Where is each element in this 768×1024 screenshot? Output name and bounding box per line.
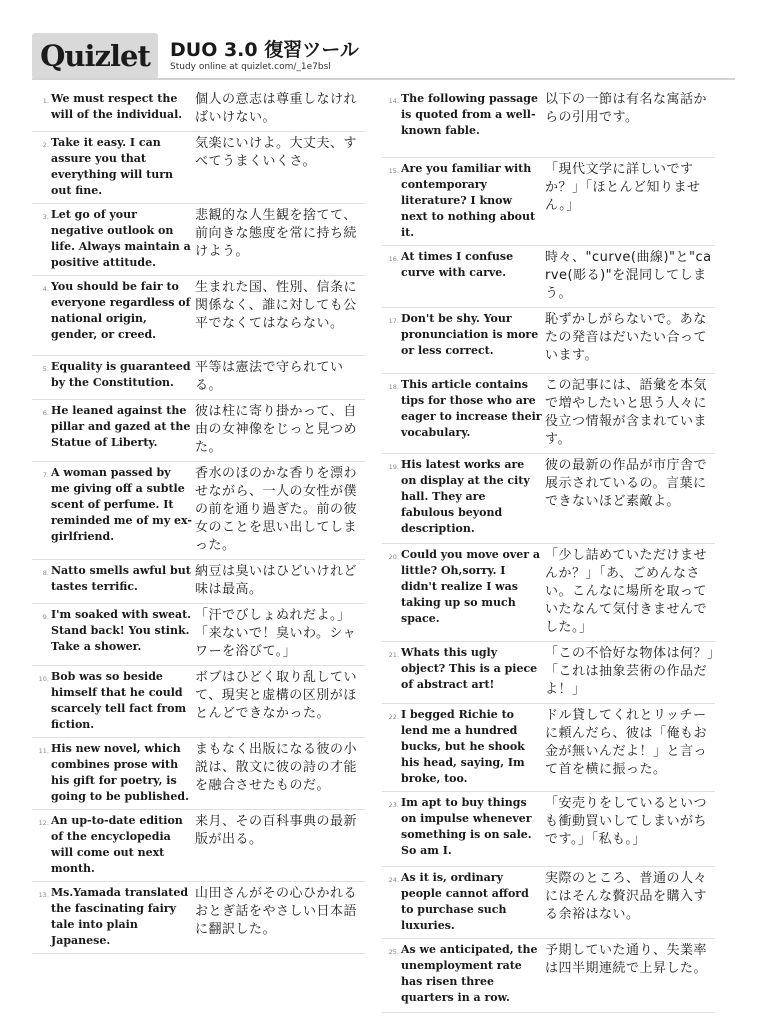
card-term-english: Equality is guaranteed by the Constitution. [51,360,191,389]
flashcard-row [32,276,365,356]
card-number: 12. [38,819,49,827]
card-definition-japanese: 予期していた通り、失業率は四半期連続で上昇した。 [545,943,708,976]
card-number: 2. [42,141,49,149]
card-definition-japanese: 気楽にいけよ。大丈夫、すべてうまくいくさ。 [195,136,358,169]
card-definition-japanese: 納豆は臭いはひどいけれど味は最高。 [195,564,358,597]
flashcard-row [382,374,715,454]
card-term-english: Take it easy. I can assure you that everything will turn out fine. [51,136,174,197]
card-definition-japanese: 以下の一節は有名な寓話からの引用です。 [545,92,708,125]
card-term-english: A woman passed by me giving off a subtle scent of perfume. It reminded me of my ex-girlfriend. [51,466,192,543]
flashcard-row [32,204,365,276]
card-term-english: His new novel, which combines prose with his gift for poetry, is going to be published. [51,742,189,803]
card-term-english: Ms.Yamada translated the fascinating fairy tale into plain Japanese. [51,886,189,947]
card-term-english: Let go of your negative outlook on life. Always maintain a positive attitude. [51,208,191,269]
card-number: 6. [42,409,49,417]
card-term-english: Im apt to buy things on impulse whenever something is on sale. So am I. [401,796,532,857]
flashcard-row [382,308,715,374]
card-number: 20. [388,553,399,561]
flashcard-row [32,882,365,954]
flashcard-row [382,88,715,158]
card-definition-japanese: 「安売りをしているといつも衝動買いしてしまいがちです。」「私も。」 [545,796,708,847]
flashcard-row [32,604,365,666]
card-term-english: I'm soaked with sweat. Stand back! You stink. Take a shower. [51,608,192,653]
card-definition-japanese: 「この不恰好な物体は何？」「これは抽象芸術の作品だよ！」 [545,646,715,697]
card-term-english: Don't be shy. Your pronunciation is more or less correct. [401,312,539,357]
card-definition-japanese: 来月、その百科事典の最新版が出る。 [195,814,358,847]
card-definition-japanese: 彼の最新の作品が市庁舎で展示されているの。言葉にできないほど素敵よ。 [545,458,708,509]
card-term-english: Could you move over a little? Oh,sorry. I didn't realize I was taking up so much space. [401,548,541,625]
card-number: 22. [388,713,399,721]
card-term-english: The following passage is quoted from a well-known fable. [401,92,538,137]
card-term-english: His latest works are on display at the city hall. They are fabulous beyond description. [401,458,530,535]
card-number: 24. [388,876,399,884]
card-number: 16. [388,255,399,263]
card-number: 1. [42,97,49,105]
card-definition-japanese: 時々、"curve(曲線)"と"carve(彫る)"を混同してしまう。 [545,250,712,301]
card-term-english: An up-to-date edition of the encyclopedia will come out next month. [51,814,183,875]
flashcard-row [32,666,365,738]
card-number: 8. [42,569,49,577]
card-definition-japanese: 彼は柱に寄り掛かって、自由の女神像をじっと見つめた。 [195,404,358,455]
card-term-english: He leaned against the pillar and gazed at the Statue of Liberty. [51,404,191,449]
card-number: 4. [42,285,49,293]
card-term-english: We must respect the will of the individual. [51,92,183,121]
card-definition-japanese: 生まれた国、性別、信条に関係なく、誰に対しても公平でなくてはならない。 [195,280,358,331]
card-definition-japanese: 実際のところ、普通の人々にはそんな贅沢品を購入する余裕はない。 [545,871,708,922]
card-term-english: As it is, ordinary people cannot afford to purchase such luxuries. [401,871,529,932]
card-number: 11. [38,747,49,755]
card-number: 14. [388,97,399,105]
card-term-english: Natto smells awful but tastes terrific. [51,564,191,593]
card-term-english: At times I confuse curve with carve. [401,250,514,279]
card-number: 19. [388,463,399,471]
card-definition-japanese: 「汗でびしょぬれだよ。」「来ないで！臭いわ。シャワーを浴びて。」 [195,608,357,659]
card-number: 21. [388,651,399,659]
card-number: 13. [38,891,49,899]
card-number: 17. [388,317,399,325]
flashcard-row [32,810,365,882]
card-term-english: Whats this ugly object? This is a piece of abstract art! [401,646,538,691]
study-online-link[interactable]: Study online at quizlet.com/_1e7bsl [170,62,331,72]
card-definition-japanese: この記事には、語彙を本気で増やしたいと思う人々に役立つ情報が含まれています。 [545,378,708,447]
card-term-english: You should be fair to everyone regardless of national origin, gender, or creed. [51,280,191,341]
card-number: 7. [42,471,49,479]
card-definition-japanese: 平等は憲法で守られている。 [195,360,344,393]
card-number: 15. [388,167,399,175]
card-definition-japanese: 香水のほのかな香りを漂わせながら、一人の女性が僕の前を通り過ぎた。前の彼女のことを思い出してしまった。 [195,466,358,553]
card-number: 3. [42,213,49,221]
card-number: 9. [42,613,49,621]
card-number: 5. [42,365,49,373]
card-number: 10. [38,675,49,683]
card-number: 18. [388,383,399,391]
card-definition-japanese: まもなく出版になる彼の小説は、散文に彼の詩の才能を融合させたものだ。 [195,742,358,793]
card-definition-japanese: 「少し詰めていただけませんか？」「あ、ごめんなさい。こんなに場所を取っていたなんて気付きませんでした。」 [545,548,708,635]
card-number: 25. [388,948,399,956]
quizlet-logo[interactable]: Quizlet [32,33,158,79]
card-term-english: As we anticipated, the unemployment rate has risen three quarters in a row. [401,943,538,1004]
card-definition-japanese: 個人の意志は尊重しなければいけない。 [195,92,358,125]
card-column-left [32,88,365,954]
card-term-english: Bob was so beside himself that he could scarcely tell fact from fiction. [51,670,187,731]
flashcard-row [382,792,715,867]
card-definition-japanese: ボブはひどく取り乱していて、現実と虚構の区別がほとんどできなかった。 [195,670,358,721]
flashcard-row [382,867,715,939]
flashcard-row [382,246,715,308]
card-term-english: This article contains tips for those who are eager to increase their vocabulary. [401,378,542,439]
card-definition-japanese: 「現代文学に詳しいですか？」「ほとんど知りません。」 [545,162,701,213]
flashcard-row [382,939,715,1013]
flashcard-row [32,738,365,810]
flashcard-row [32,400,365,462]
header-divider [32,78,735,80]
flashcard-row [32,560,365,604]
card-term-english: I begged Richie to lend me a hundred bucks, but he shook his head, saying, Im broke, too. [401,708,525,785]
card-definition-japanese: 悲観的な人生観を捨てて、前向きな態度を常に持ち続けよう。 [195,208,358,259]
card-number: 23. [388,801,399,809]
card-term-english: Are you familiar with contemporary literature? I know next to nothing about it. [401,162,536,239]
flashcard-row [32,132,365,204]
page-header [32,33,735,79]
flashcard-row [382,158,715,246]
flashcard-row [382,544,715,642]
flashcard-row [32,356,365,400]
flashcard-row [382,454,715,544]
flashcard-row [382,642,715,704]
flashcard-row [32,462,365,560]
card-definition-japanese: 山田さんがその心ひかれるおとぎ話をやさしい日本語に翻訳した。 [195,886,358,937]
card-definition-japanese: ドル貸してくれとリッチーに頼んだら、彼は「俺もお金が無いんだよ！」と言って首を横に振った。 [545,708,708,777]
flashcard-row [382,704,715,792]
card-column-right [382,88,715,1013]
page-title: DUO 3.0 復習ツール [170,39,359,61]
flashcard-row [32,88,365,132]
card-definition-japanese: 恥ずかしがらないで。あなたの発音はだいたい合っています。 [545,312,708,363]
